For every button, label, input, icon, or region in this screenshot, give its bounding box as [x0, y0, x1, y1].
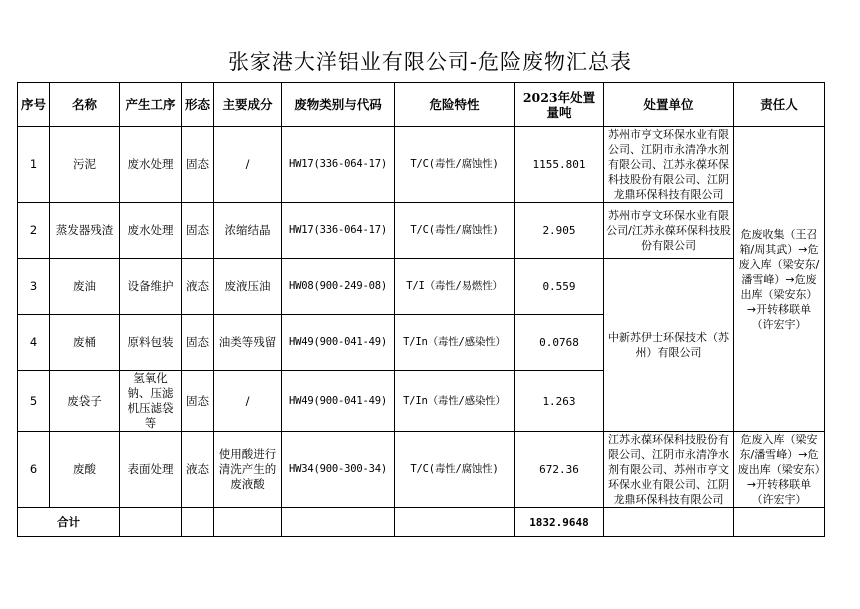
cell-empty: [120, 508, 182, 537]
cell-amount: 0.0768: [515, 315, 604, 371]
cell-category: HW17(336-064-17): [282, 203, 395, 259]
cell-process: 原料包装: [120, 315, 182, 371]
cell-process: 氢氧化钠、压滤机压滤袋等: [120, 371, 182, 432]
cell-process: 表面处理: [120, 432, 182, 508]
cell-category: HW17(336-064-17): [282, 127, 395, 203]
cell-amount: 0.559: [515, 259, 604, 315]
cell-seq: 5: [18, 371, 50, 432]
total-label: 合计: [18, 508, 120, 537]
table-row: [18, 127, 825, 203]
header-seq: 序号: [18, 83, 50, 127]
cell-name: 污泥: [50, 127, 120, 203]
cell-process: 设备维护: [120, 259, 182, 315]
cell-seq: 4: [18, 315, 50, 371]
header-name: 名称: [50, 83, 120, 127]
cell-hazard: T/In（毒性/感染性）: [395, 371, 515, 432]
cell-disposal-unit: 中新苏伊士环保技术（苏州）有限公司: [604, 259, 734, 432]
cell-disposal-unit: 苏州市亨文环保水业有限公司、江阴市永清净水剂有限公司、江苏永葆环保科技股份有限公司、江阴龙鼎环保科技有限公司: [604, 127, 734, 203]
cell-disposal-unit: 江苏永葆环保科技股份有限公司、江阴市永清净水剂有限公司、苏州市亨文环保水业有限公司、江阴龙鼎环保科技有限公司: [604, 432, 734, 508]
cell-composition: /: [214, 371, 282, 432]
cell-amount: 2.905: [515, 203, 604, 259]
page-title: 张家港大洋铝业有限公司-危险废物汇总表: [227, 50, 633, 74]
cell-composition: 废液压油: [214, 259, 282, 315]
cell-amount: 672.36: [515, 432, 604, 508]
cell-seq: 2: [18, 203, 50, 259]
cell-category: HW08(900-249-08): [282, 259, 395, 315]
header-composition: 主要成分: [214, 83, 282, 127]
cell-category: HW49(900-041-49): [282, 315, 395, 371]
cell-empty: [395, 508, 515, 537]
cell-empty: [182, 508, 214, 537]
cell-form: 固态: [182, 203, 214, 259]
cell-form: 固态: [182, 371, 214, 432]
header-hazard: 危险特性: [395, 83, 515, 127]
cell-category: HW49(900-041-49): [282, 371, 395, 432]
header-row: [18, 83, 825, 127]
table-row: [18, 203, 825, 259]
cell-empty: [214, 508, 282, 537]
cell-hazard: T/In（毒性/感染性）: [395, 315, 515, 371]
cell-category: HW34(900-300-34): [282, 432, 395, 508]
header-category: 废物类别与代码: [282, 83, 395, 127]
cell-seq: 6: [18, 432, 50, 508]
cell-responsible: 危废收集（王召箱/周其武）→危废入库（梁安东/潘雪峰）→危废出库（梁安东）→开转移联单（许宏宇）: [734, 127, 825, 432]
hazardous-waste-table: [17, 82, 825, 537]
cell-form: 固态: [182, 315, 214, 371]
cell-amount: 1.263: [515, 371, 604, 432]
cell-empty: [604, 508, 734, 537]
cell-name: 废油: [50, 259, 120, 315]
cell-composition: 浓缩结晶: [214, 203, 282, 259]
cell-composition: 使用酸进行清洗产生的废液酸: [214, 432, 282, 508]
cell-seq: 1: [18, 127, 50, 203]
cell-form: 固态: [182, 127, 214, 203]
cell-amount: 1155.801: [515, 127, 604, 203]
total-amount: 1832.9648: [515, 508, 604, 537]
cell-name: 蒸发器残渣: [50, 203, 120, 259]
header-amount: 2023年处置量吨: [515, 83, 604, 127]
cell-composition: 油类等残留: [214, 315, 282, 371]
cell-form: 液态: [182, 432, 214, 508]
total-row: [18, 508, 825, 537]
header-responsible: 责任人: [734, 83, 825, 127]
cell-empty: [282, 508, 395, 537]
cell-hazard: T/C(毒性/腐蚀性): [395, 127, 515, 203]
header-form: 形态: [182, 83, 214, 127]
cell-seq: 3: [18, 259, 50, 315]
cell-hazard: T/C(毒性/腐蚀性): [395, 432, 515, 508]
cell-name: 废桶: [50, 315, 120, 371]
cell-hazard: T/C(毒性/腐蚀性): [395, 203, 515, 259]
table-row: [18, 432, 825, 508]
cell-hazard: T/I（毒性/易燃性）: [395, 259, 515, 315]
cell-process: 废水处理: [120, 127, 182, 203]
cell-form: 液态: [182, 259, 214, 315]
header-process: 产生工序: [120, 83, 182, 127]
cell-name: 废酸: [50, 432, 120, 508]
header-unit: 处置单位: [604, 83, 734, 127]
cell-responsible: 危废入库（梁安东/潘雪峰）→危废出库（梁安东）→开转移联单（许宏宇）: [734, 432, 825, 508]
cell-disposal-unit: 苏州市亨文环保水业有限公司/江苏永葆环保科技股份有限公司: [604, 203, 734, 259]
cell-empty: [734, 508, 825, 537]
cell-name: 废袋子: [50, 371, 120, 432]
cell-process: 废水处理: [120, 203, 182, 259]
cell-composition: /: [214, 127, 282, 203]
table-row: [18, 259, 825, 315]
